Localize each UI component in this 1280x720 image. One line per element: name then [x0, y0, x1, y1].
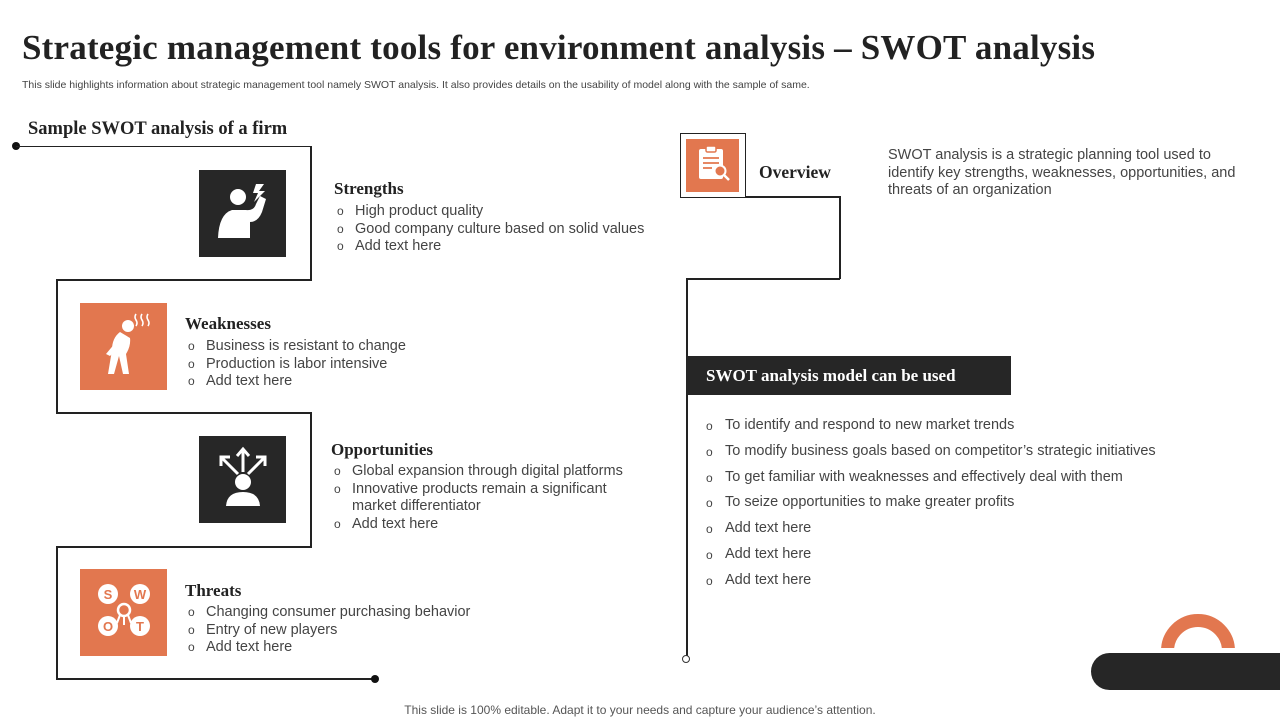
overview-text: SWOT analysis is a strategic planning tool used to identify key strengths, weaknesses, opportunities, and threats of an organization — [888, 147, 1236, 198]
opportunities-icon-box — [199, 436, 286, 523]
overview-connector — [839, 196, 841, 279]
person-arrows-icon — [216, 446, 270, 513]
list-item: o Production is labor intensive — [186, 356, 406, 374]
threats-title: Threats — [185, 581, 242, 600]
model-list — [706, 417, 1156, 598]
opportunities-list — [332, 463, 642, 533]
connector-end-dot — [371, 675, 379, 683]
overview-icon-box — [686, 139, 739, 192]
connector-line — [56, 412, 312, 414]
weaknesses-icon-box — [80, 303, 167, 390]
list-item: o Add text here — [186, 373, 406, 391]
connector-line — [310, 146, 312, 280]
overview-connector — [686, 278, 840, 280]
list-item: o Add text here — [335, 238, 644, 256]
decorative-bar — [1091, 653, 1280, 690]
page-subtitle: This slide highlights information about strategic management tool namely SWOT analysis. It also provides details on the usability of model along with the sample of same. — [22, 79, 810, 91]
overview-label: Overview — [759, 162, 831, 182]
connector-line — [16, 146, 311, 148]
list-item: o To modify business goals based on competitor’s strategic initiatives — [706, 443, 1156, 469]
swot-letter-t: T — [135, 619, 144, 634]
page-title: Strategic management tools for environment analysis – SWOT analysis — [22, 28, 1096, 67]
connector-line — [310, 412, 312, 547]
list-item: o Add text here — [332, 516, 642, 534]
weaknesses-list — [186, 338, 406, 391]
strengths-icon-box — [199, 170, 286, 257]
connector-line — [56, 678, 374, 680]
list-item: o Add text here — [186, 639, 470, 657]
opportunities-title: Opportunities — [331, 440, 434, 459]
connector-line — [56, 279, 312, 281]
list-item: o To identify and respond to new market trends — [706, 417, 1156, 443]
weaknesses-title: Weaknesses — [185, 314, 271, 333]
list-item: o High product quality — [335, 203, 644, 221]
list-item: o Add text here — [706, 572, 1156, 598]
footer-note: This slide is 100% editable. Adapt it to your needs and capture your audience’s attention. — [404, 703, 876, 717]
model-heading-text: SWOT analysis model can be used — [706, 365, 956, 385]
swot-letter-s: S — [103, 587, 112, 602]
list-item: o Global expansion through digital platforms — [332, 463, 642, 481]
overview-connector — [745, 196, 840, 198]
list-item: o Entry of new players — [186, 622, 470, 640]
strengths-title: Strengths — [334, 179, 404, 198]
list-item: o Good company culture based on solid values — [335, 221, 644, 239]
clipboard-search-icon — [694, 144, 732, 187]
overview-connector — [686, 278, 688, 656]
threats-list — [186, 604, 470, 657]
list-item: o Add text here — [706, 546, 1156, 572]
strengths-list — [335, 203, 644, 256]
threats-icon-box — [80, 569, 167, 656]
list-item: o Changing consumer purchasing behavior — [186, 604, 470, 622]
list-item: o Innovative products remain a significant market differentiator — [332, 481, 642, 516]
list-item: o Add text here — [706, 520, 1156, 546]
list-item: o Business is resistant to change — [186, 338, 406, 356]
tired-person-icon — [98, 312, 150, 381]
model-heading — [686, 356, 1011, 395]
connector-line — [56, 279, 58, 413]
swot-letter-w: W — [133, 587, 146, 602]
connector-end-dot — [682, 655, 690, 663]
swot-icon — [93, 579, 155, 646]
strong-person-icon — [212, 182, 274, 245]
list-item: o To get familiar with weaknesses and effectively deal with them — [706, 469, 1156, 495]
swot-letter-o: O — [102, 619, 113, 634]
sample-heading: Sample SWOT analysis of a firm — [28, 119, 288, 139]
connector-line — [56, 546, 58, 679]
connector-line — [56, 546, 312, 548]
list-item: o To seize opportunities to make greater profits — [706, 494, 1156, 520]
